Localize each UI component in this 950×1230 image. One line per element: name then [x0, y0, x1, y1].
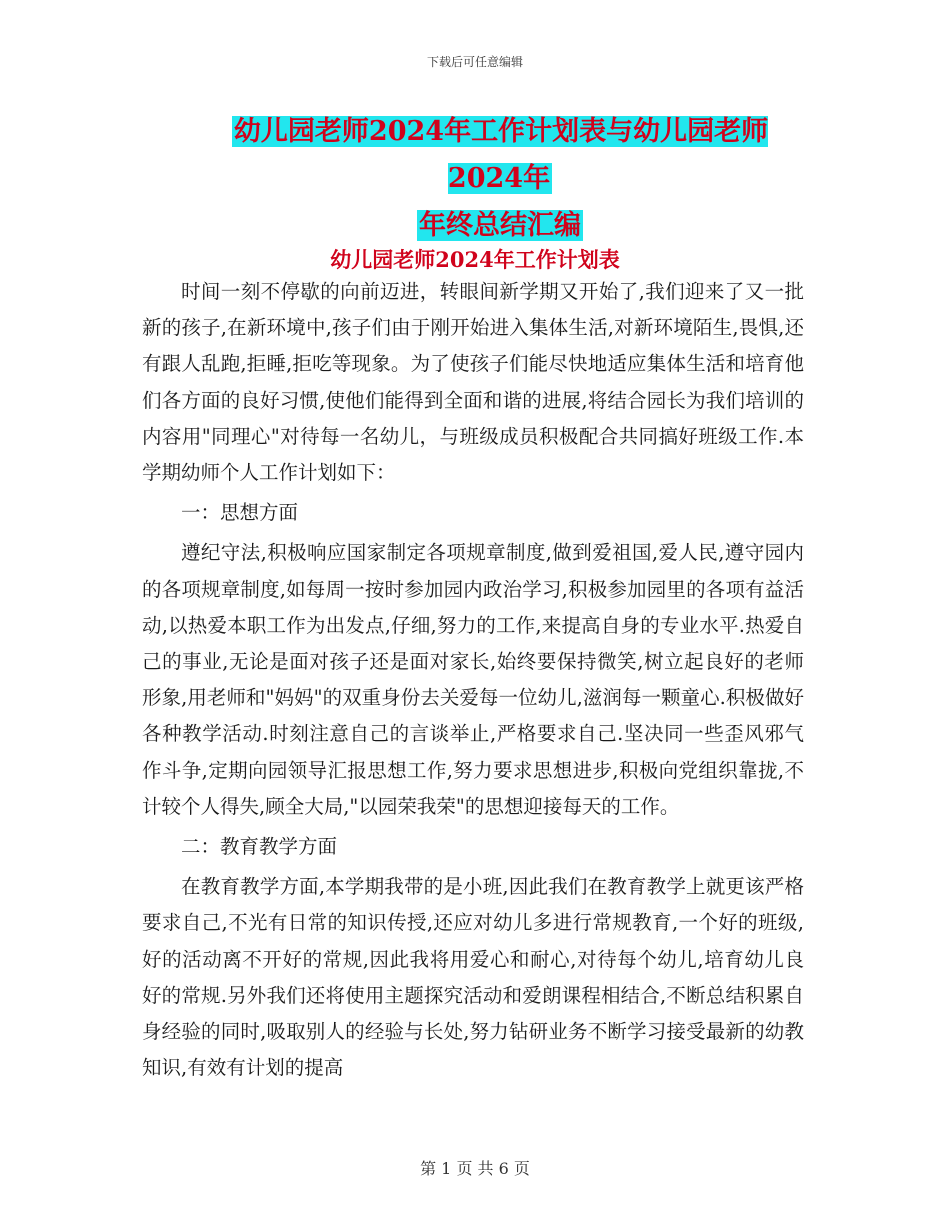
paragraph: 遵纪守法,积极响应国家制定各项规章制度,做到爱祖国,爱人民,遵守园内的各项规章制度,如每周一按时参加园内政治学习,积极参加园里的各项有益活动,以热爱本职工作为出发点,仔细,努力的工作,来提高自身的专业水平.热爱自己的事业,无论是面对孩子还是面对家长,始终要保持微笑,树立起良好的老师形象,用老师和"妈妈"的双重身份去关爱每一位幼儿,滋润每一颗童心.积极做好各种教学活动.时刻注意自己的言谈举止,严格要求自己.坚决同一些歪风邪气作斗争,定期向园领导汇报思想工作,努力要求思想进步,积极向党组织靠拢,不计较个人得失,顾全大局,"以园荣我荣"的思想迎接每天的工作。 — [142, 541, 804, 818]
document-title — [195, 108, 805, 249]
document-body — [142, 274, 804, 1086]
paragraph: 在教育教学方面,本学期我带的是小班,因此我们在教育教学上就更该严格要求自己,不光有日常的知识传授,还应对幼儿多进行常规教育,一个好的班级,好的活动离不开好的常规,因此我将用爱心和耐心,对待每个幼儿,培育幼儿良好的常规.另外我们还将使用主题探究活动和爱朗课程相结合,不断总结积累自身经验的同时,吸取别人的经验与长处,努力钻研业务不断学习接受最新的幼教知识,有效有计划的提高 — [142, 875, 804, 1080]
subheading-thought: 一：思想方面 — [181, 501, 299, 525]
title-line-1: 幼儿园老师2024年工作计划表与幼儿园老师2024年 — [233, 116, 769, 194]
section-title: 幼儿园老师2024年工作计划表 — [330, 247, 620, 272]
paragraph: 时间一刻不停歇的向前迈进，转眼间新学期又开始了,我们迎来了又一批新的孩子,在新环境中,孩子们由于刚开始进入集体生活,对新环境陌生,畏惧,还有跟人乱跑,拒睡,拒吃等现象。为了使孩子们能尽快地适应集体生活和培育他们各方面的良好习惯,使他们能得到全面和谐的进展,将结合园长为我们培训的内容用"同理心"对待每一名幼儿，与班级成员积极配合共同搞好班级工作.本学期幼师个人工作计划如下： — [142, 280, 804, 485]
header-note: 下载后可任意编辑 — [426, 55, 523, 69]
subheading-teaching: 二：教育教学方面 — [181, 835, 338, 859]
title-line-2: 年终总结汇编 — [419, 210, 581, 241]
page-number: 第 1 页 共 6 页 — [420, 1159, 530, 1178]
